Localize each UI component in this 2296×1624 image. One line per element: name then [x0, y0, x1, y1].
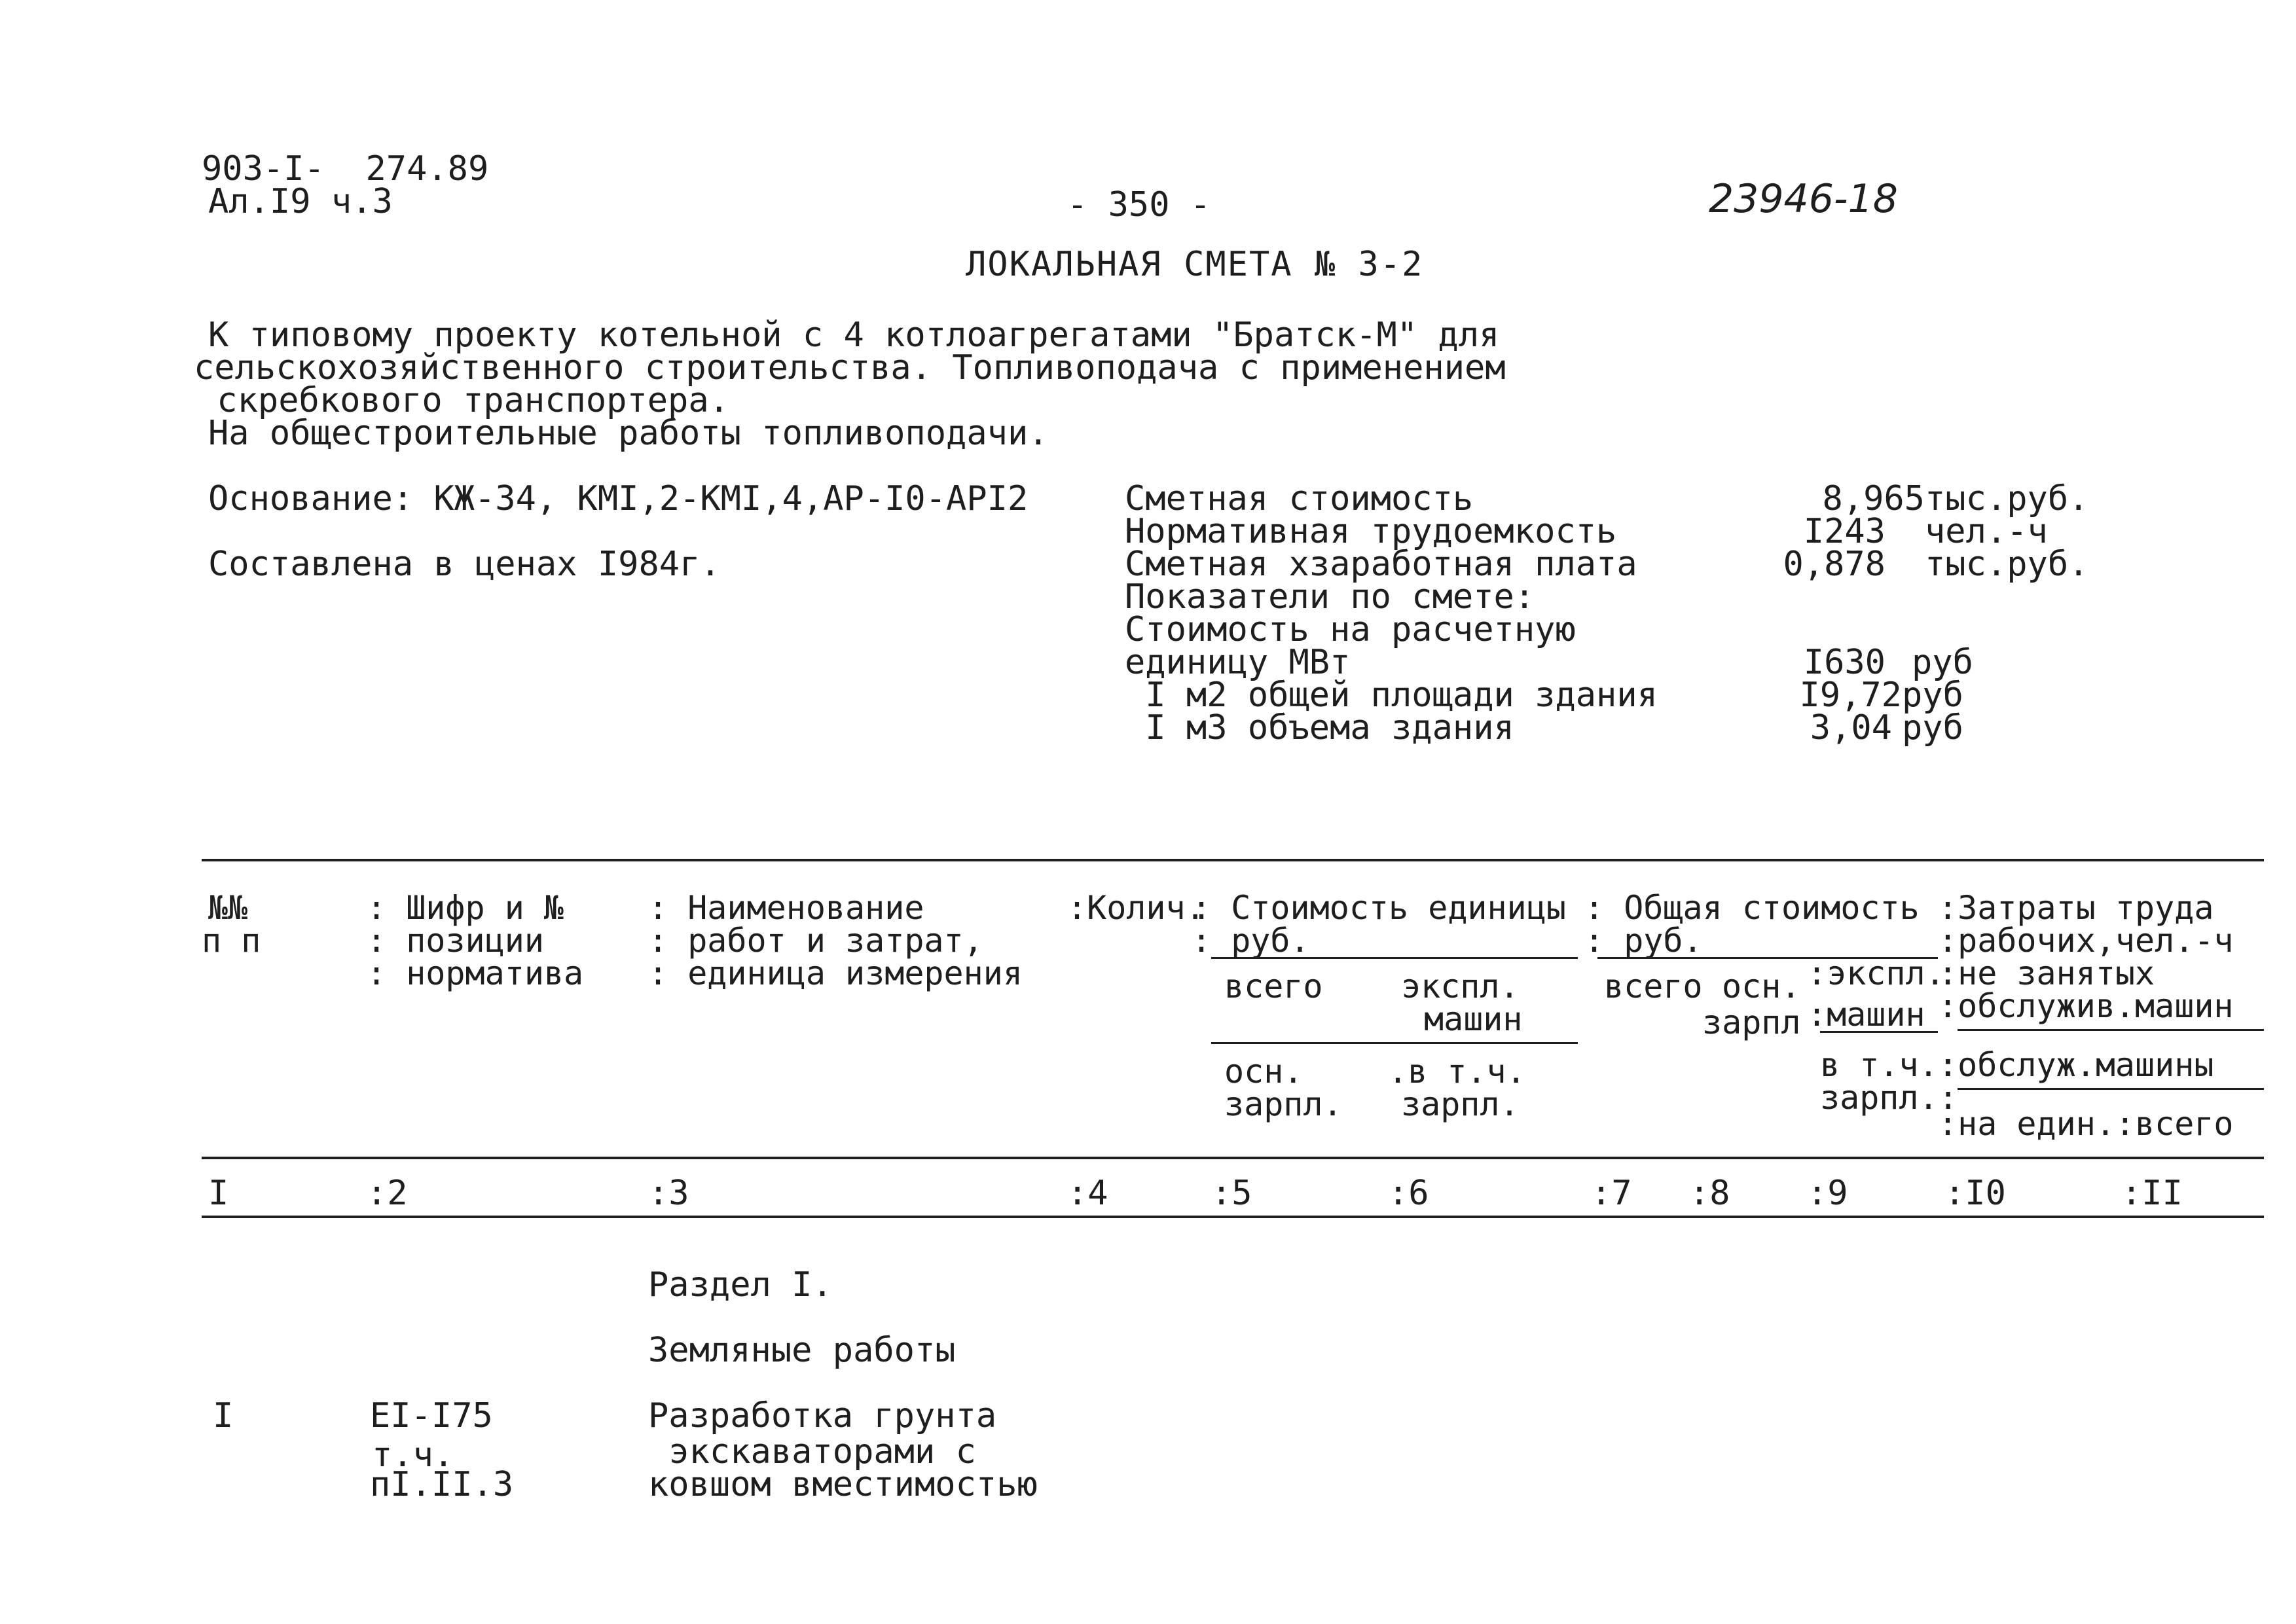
- row-number: I: [213, 1396, 234, 1435]
- col-name-header: : работ и затрат,: [648, 922, 983, 960]
- col6-machines-header: машин: [1424, 1000, 1523, 1038]
- column-numbers-rule: [202, 1216, 2264, 1218]
- summary-value: 3,04: [1810, 708, 1892, 748]
- col10-sub-header: :обслуж.машины: [1938, 1046, 2214, 1084]
- doc-code-line1: 903-I- 274.89: [202, 149, 489, 189]
- summary-label: Нормативная трудоемкость: [1125, 512, 1617, 551]
- summary-label: Сметная стоимость: [1125, 479, 1474, 518]
- section-name: Раздел I.: [648, 1265, 833, 1305]
- section-title: Земляные работы: [648, 1331, 956, 1370]
- column-number: :II: [2121, 1174, 2183, 1213]
- col-num-header: №№: [208, 889, 248, 927]
- col-name-header: : Наименование: [648, 889, 924, 927]
- col-unit-cost-header: : руб.: [1192, 922, 1310, 960]
- col5-total-header: всего: [1224, 967, 1323, 1005]
- unit-cost-sub-rule: [1211, 1042, 1578, 1044]
- summary-value: 8,965: [1822, 479, 1925, 518]
- col-num-header: п п: [202, 922, 261, 960]
- table-top-rule: [202, 859, 2264, 861]
- row-code: пI.II.3: [370, 1465, 514, 1504]
- column-number: :8: [1689, 1174, 1730, 1213]
- summary-unit: руб: [1902, 708, 1963, 748]
- summary-value: I9,72: [1799, 676, 1902, 715]
- summary-label: Стоимость на расчетную: [1125, 610, 1576, 649]
- col6-incl-header: .в т.ч.: [1388, 1053, 1526, 1091]
- page-title: ЛОКАЛЬНАЯ СМЕТА № 3-2: [966, 245, 1424, 284]
- col9-incl-header: в т.ч.:: [1820, 1046, 1958, 1084]
- col-code-header: : норматива: [367, 954, 584, 992]
- col6-machines-header: экспл.: [1401, 967, 1520, 1005]
- unit-cost-rule: [1211, 957, 1578, 959]
- description-line-4: На общестроительные работы топливоподачи.: [208, 414, 1049, 453]
- col9-machines-header: :экспл.: [1807, 954, 1945, 992]
- summary-label: единицу МВт: [1125, 643, 1351, 682]
- column-number: :4: [1067, 1174, 1108, 1213]
- description-line-2: сельскохозяйственного строительства. Топливоподача с применением: [194, 348, 1506, 388]
- row-work-name: Разработка грунта: [648, 1396, 997, 1435]
- inventory-number: 23946-18: [1709, 176, 1898, 222]
- row-work-name: экскаваторами с: [648, 1432, 976, 1471]
- column-number: I: [208, 1174, 229, 1213]
- summary-label: I м2 общей площади здания: [1125, 676, 1658, 715]
- page-number: - 350 -: [1067, 185, 1211, 225]
- summary-unit: тыс.руб.: [1925, 479, 2089, 518]
- labor-rule: [1958, 1029, 2264, 1031]
- col5-salary-header: осн.: [1224, 1053, 1303, 1091]
- summary-value: I243: [1803, 512, 1886, 551]
- summary-label: Показатели по смете:: [1125, 577, 1535, 617]
- column-number: :6: [1388, 1174, 1429, 1213]
- col7-total-header: всего: [1604, 967, 1703, 1005]
- prices-year: Составлена в ценах I984г.: [208, 545, 721, 584]
- col-qty-header: :Колич.: [1067, 889, 1205, 927]
- description-line-3: скребкового транспортера.: [196, 381, 729, 420]
- col-labor-header: :обслужив.машин: [1938, 987, 2234, 1025]
- col-labor-header: :Затраты труда: [1938, 889, 2214, 927]
- summary-unit: чел.-ч: [1925, 512, 2048, 551]
- header-bottom-rule: [202, 1157, 2264, 1159]
- summary-label: Сметная хзаработная плата: [1125, 545, 1637, 584]
- col9-rule: [1820, 1031, 1938, 1033]
- labor-sub-rule: [1958, 1088, 2264, 1090]
- col-labor-header: :не занятых: [1938, 954, 2155, 992]
- doc-code-line2: Ал.I9 ч.3: [208, 182, 393, 221]
- summary-value: 0,878: [1783, 545, 1886, 584]
- col-name-header: : единица измерения: [648, 954, 1023, 992]
- summary-unit: руб: [1902, 676, 1963, 715]
- column-number: :7: [1591, 1174, 1632, 1213]
- row-work-name: ковшом вместимостью: [648, 1465, 1038, 1504]
- col9-machines-header: :машин: [1807, 996, 1925, 1034]
- summary-label: I м3 объема здания: [1125, 708, 1514, 748]
- col8-salary-header: зарпл: [1702, 1003, 1801, 1041]
- col5-salary-header: зарпл.: [1224, 1085, 1343, 1123]
- row-code: EI-I75: [370, 1396, 493, 1435]
- column-number: :9: [1807, 1174, 1848, 1213]
- row-code: т.ч.: [372, 1435, 454, 1475]
- column-number: :I0: [1944, 1174, 2006, 1213]
- column-number: :2: [367, 1174, 408, 1213]
- col-total-cost-header: : руб.: [1584, 922, 1703, 960]
- col8-salary-header: осн.: [1722, 967, 1801, 1005]
- col-labor-header: :рабочих,чел.-ч: [1938, 922, 2234, 960]
- col-unit-cost-header: : Стоимость единицы: [1192, 889, 1566, 927]
- col9-incl-header: зарпл.:: [1820, 1079, 1958, 1117]
- summary-value: I630: [1803, 643, 1886, 682]
- basis: Основание: КЖ-34, КМI,2-КМI,4,АР-I0-АРI2: [208, 479, 1029, 518]
- col-code-header: : Шифр и №: [367, 889, 564, 927]
- column-number: :3: [648, 1174, 689, 1213]
- column-number: :5: [1211, 1174, 1252, 1213]
- summary-unit: руб: [1912, 643, 1973, 682]
- col10-bottom-header: :на един.:всего: [1938, 1105, 2234, 1143]
- description-line-1: К типовому проекту котельной с 4 котлоагрегатами "Братск-М" для: [208, 316, 1500, 355]
- col-total-cost-header: : Общая стоимость: [1584, 889, 1920, 927]
- col-code-header: : позиции: [367, 922, 544, 960]
- summary-unit: тыс.руб.: [1925, 545, 2089, 584]
- col6-incl-header: зарпл.: [1401, 1085, 1520, 1123]
